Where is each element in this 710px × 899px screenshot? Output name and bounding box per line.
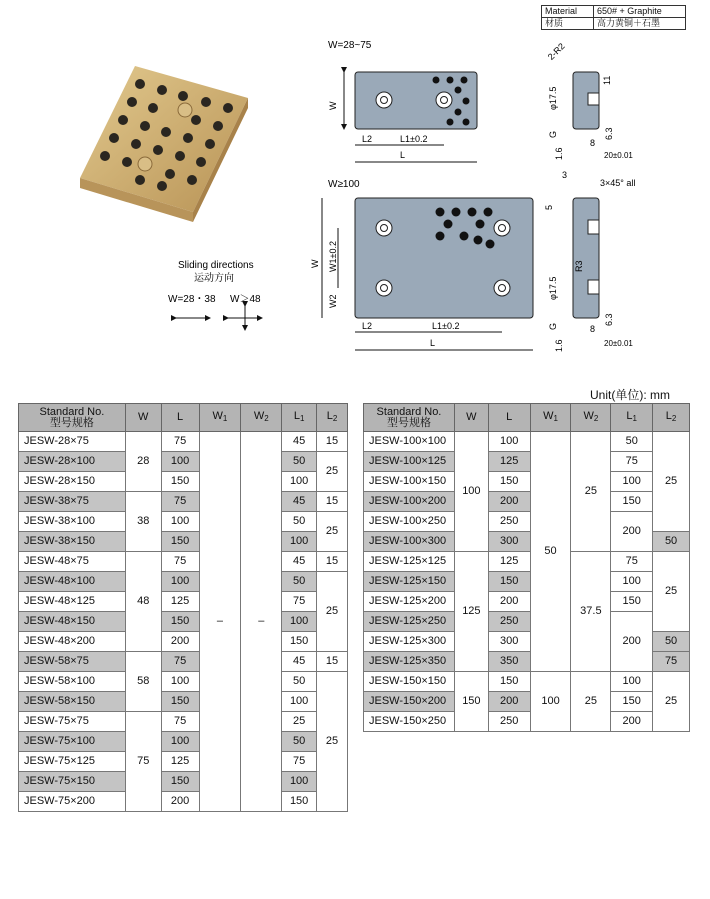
l1-cell: 25 [282,712,317,732]
l2-cell: 15 [317,492,348,512]
l2-cell: 75 [653,652,690,672]
model-cell: JESW-75×125 [19,752,126,772]
l-cell: 150 [488,672,530,692]
table-row [364,572,690,592]
l-cell: 150 [161,532,199,552]
table-row [19,632,348,652]
dim-8-large: 8 [590,324,596,334]
w-cell: 75 [125,712,161,812]
model-cell: JESW-38×75 [19,492,126,512]
table-row [19,612,348,632]
dim-3: 3 [562,170,568,180]
l-cell: 100 [161,672,199,692]
l2-cell: 25 [317,572,348,652]
table-row [364,592,690,612]
l-cell: 150 [161,472,199,492]
model-cell: JESW-150×150 [364,672,455,692]
model-cell: JESW-125×300 [364,632,455,652]
spec-table-left [18,403,348,812]
l1-cell: 75 [611,452,653,472]
table-row [19,712,348,732]
l1-cell: 200 [611,712,653,732]
table-row [364,472,690,492]
l-cell: 75 [161,492,199,512]
l-cell: 300 [488,632,530,652]
l1-cell: 45 [282,432,317,452]
l1-cell: 100 [611,572,653,592]
material-value-cn: 高力黄铜＋石墨 [594,18,686,30]
dim-11: 11 [602,75,612,85]
table-row [19,672,348,692]
l1-cell: 50 [611,432,653,452]
l2-cell: 25 [317,512,348,552]
table-row [19,752,348,772]
l1-cell: 100 [611,472,653,492]
table-row [19,592,348,612]
dim-63-large: 6.3 [604,313,614,326]
model-cell: JESW-48×150 [19,612,126,632]
dim-phi: φ17.5 [548,86,558,110]
table-row [19,492,348,512]
model-cell: JESW-38×100 [19,512,126,532]
l-cell: 200 [488,592,530,612]
dim-l-large: L [430,338,436,348]
model-cell: JESW-100×125 [364,452,455,472]
l1-cell: 150 [611,592,653,612]
dim-16: 1.6 [554,147,564,160]
l1-cell: 45 [282,652,317,672]
l1-cell: 150 [282,632,317,652]
plate-large [355,198,533,318]
header-l1: $L_1$ [611,404,653,432]
model-cell: JESW-75×75 [19,712,126,732]
model-cell: JESW-75×150 [19,772,126,792]
l1-cell: 75 [611,552,653,572]
dim-chamfer: 3×45° all [600,178,636,188]
l1-cell: 150 [611,692,653,712]
header-l: L [488,404,530,432]
l2-cell: 25 [653,672,690,732]
l-cell: 100 [161,572,199,592]
l2-cell: 15 [317,652,348,672]
dim-l: L [400,150,406,160]
table-row [364,612,690,632]
table-row [364,492,690,512]
l1-cell: 100 [282,772,317,792]
l-cell: 125 [488,552,530,572]
table-row [364,552,690,572]
header-standard: Standard No. 型号规格 [364,404,455,432]
l1-cell: 45 [282,552,317,572]
l1-cell: 50 [282,512,317,532]
l1-cell: 100 [611,672,653,692]
l1-cell: 200 [611,512,653,552]
table-row [364,692,690,712]
table-row [19,572,348,592]
model-cell: JESW-125×150 [364,572,455,592]
model-cell: JESW-150×200 [364,692,455,712]
dim-w1: W1±0.2 [328,241,338,272]
l-cell: 200 [161,632,199,652]
l-cell: 250 [488,512,530,532]
model-cell: JESW-100×300 [364,532,455,552]
l1-cell: 75 [282,752,317,772]
l2-cell: 15 [317,552,348,572]
l1-cell: 200 [611,612,653,672]
model-cell: JESW-150×250 [364,712,455,732]
l1-cell: 50 [282,672,317,692]
table-row [364,712,690,732]
dim-phi-large: φ17.5 [548,276,558,300]
material-label-cn: 材质 [542,18,594,30]
l1-cell: 150 [282,792,317,812]
l-cell: 125 [161,592,199,612]
model-cell: JESW-100×100 [364,432,455,452]
model-cell: JESW-48×75 [19,552,126,572]
l1-cell: 75 [282,592,317,612]
l-cell: 75 [161,652,199,672]
l1-cell: 50 [282,572,317,592]
l-cell: 200 [488,492,530,512]
w-cell: 28 [125,432,161,492]
dim-2r2: 2-R2 [545,41,567,62]
model-cell: JESW-28×100 [19,452,126,472]
l-cell: 150 [488,572,530,592]
l-cell: 75 [161,552,199,572]
dir-large-label: W＞48 [230,294,261,305]
model-cell: JESW-48×100 [19,572,126,592]
header-w2: $W_2$ [571,404,611,432]
header-w1: $W_1$ [530,404,571,432]
table-row [19,452,348,472]
l1-cell: 50 [282,452,317,472]
l-cell: 250 [488,612,530,632]
dim-8: 8 [590,138,596,148]
l-cell: 300 [488,532,530,552]
l1-cell: 50 [282,732,317,752]
w2-cell: 25 [571,672,611,732]
model-cell: JESW-75×100 [19,732,126,752]
sliding-label-cn: 运动方向 [194,273,234,284]
l1-cell: 100 [282,532,317,552]
dim-20-large: 20±0.01 [604,339,633,348]
header-w: W [454,404,488,432]
unit-label: Unit(单位): mm [590,388,670,402]
dim-20: 20±0.01 [604,151,633,160]
w1-cell: 50 [530,432,571,672]
l2-cell: 25 [653,432,690,532]
plate-small [355,72,477,129]
product-image [80,66,248,222]
header-w2: $W_2$ [241,404,282,432]
dim-l1-large: L1±0.2 [432,321,460,331]
dim-w-large: W [310,259,320,268]
l-cell: 250 [488,712,530,732]
dim-w2: W2 [328,294,338,308]
model-cell: JESW-125×250 [364,612,455,632]
model-cell: JESW-48×125 [19,592,126,612]
model-cell: JESW-48×200 [19,632,126,652]
w-cell: 150 [454,672,488,732]
l2-cell: 50 [653,532,690,552]
table-row [364,432,690,452]
l-cell: 125 [488,452,530,472]
model-cell: JESW-100×200 [364,492,455,512]
table-row [19,472,348,492]
l-cell: 75 [161,432,199,452]
model-cell: JESW-58×150 [19,692,126,712]
w-cell: 125 [454,552,488,672]
l-cell: 100 [488,432,530,452]
l-cell: 100 [161,452,199,472]
header-l2: $L_2$ [317,404,348,432]
w-cell: 58 [125,652,161,712]
material-value: 650# + Graphite [594,6,686,18]
l2-cell: 25 [317,672,348,812]
table-row [19,692,348,712]
l-cell: 100 [161,732,199,752]
w-cell: 38 [125,492,161,552]
header-l2: $L_2$ [653,404,690,432]
spec-table-right [363,403,690,732]
header-w: W [125,404,161,432]
dim-l1: L1±0.2 [400,134,428,144]
model-cell: JESW-125×200 [364,592,455,612]
w2-cell: 37.5 [571,552,611,672]
table-row [364,672,690,692]
table-row [19,532,348,552]
l-cell: 150 [161,692,199,712]
model-cell: JESW-58×100 [19,672,126,692]
table-row [19,432,348,452]
dim-63: 6.3 [604,127,614,140]
w-small-label: W=28~75 [328,40,372,51]
w2-cell: – [241,432,282,812]
table-row [364,452,690,472]
w-cell: 48 [125,552,161,652]
table-row [19,552,348,572]
model-cell: JESW-125×125 [364,552,455,572]
l-cell: 125 [161,752,199,772]
l1-cell: 45 [282,492,317,512]
w1-cell: 100 [530,672,571,732]
model-cell: JESW-28×75 [19,432,126,452]
header-l1: $L_1$ [282,404,317,432]
table-row [19,772,348,792]
l-cell: 75 [161,712,199,732]
dir-small-label: W=28・38 [168,294,216,305]
header-w1: $W_1$ [199,404,241,432]
model-cell: JESW-28×150 [19,472,126,492]
l1-cell: 100 [282,612,317,632]
l-cell: 150 [161,612,199,632]
material-label: Material [542,6,594,18]
model-cell: JESW-58×75 [19,652,126,672]
w-cell: 100 [454,432,488,552]
w-large-label: W≥100 [328,179,360,190]
table-row [19,792,348,812]
l2-cell: 25 [317,452,348,492]
l1-cell: 150 [611,492,653,512]
dim-l2: L2 [362,134,373,144]
model-cell: JESW-125×350 [364,652,455,672]
header-standard: Standard No. 型号规格 [19,404,126,432]
l-cell: 150 [161,772,199,792]
dim-g-large: G [548,322,558,330]
table-row [19,652,348,672]
l-cell: 100 [161,512,199,532]
model-cell: JESW-75×200 [19,792,126,812]
l-cell: 200 [161,792,199,812]
l2-cell: 25 [653,552,690,632]
model-cell: JESW-100×150 [364,472,455,492]
model-cell: JESW-38×150 [19,532,126,552]
l-cell: 350 [488,652,530,672]
header-l: L [161,404,199,432]
table-row [19,512,348,532]
technical-drawing [0,0,710,380]
dim-g: G [548,130,558,138]
dim-w: W [328,101,338,110]
dim-16-large: 1.6 [554,339,564,352]
model-cell: JESW-100×250 [364,512,455,532]
dim-l2-large: L2 [362,321,373,331]
l1-cell: 100 [282,472,317,492]
l2-cell: 50 [653,632,690,652]
table-row [19,732,348,752]
l2-cell: 15 [317,432,348,452]
w1-cell: – [199,432,241,812]
l-cell: 150 [488,472,530,492]
l-cell: 200 [488,692,530,712]
dim-r3: R3 [574,260,584,272]
table-row [364,512,690,532]
dim-5: 5 [544,204,554,210]
sliding-label: Sliding directions [178,260,254,271]
l1-cell: 100 [282,692,317,712]
w2-cell: 25 [571,432,611,552]
